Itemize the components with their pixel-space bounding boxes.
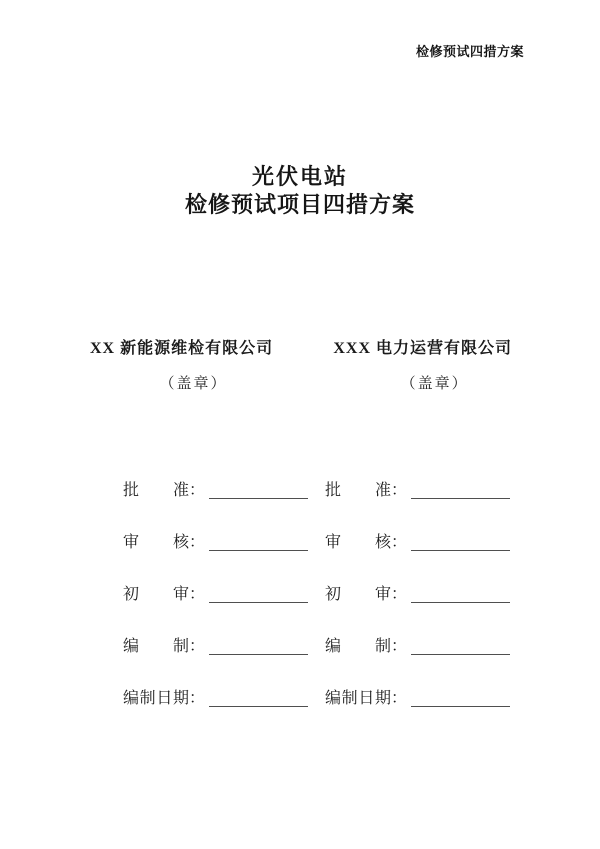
signature-blank-line	[209, 536, 308, 551]
signature-blank-line	[209, 484, 308, 499]
signature-blank-line	[411, 588, 510, 603]
signature-label: 批准	[123, 482, 189, 499]
signature-label: 审核	[325, 534, 391, 551]
signature-label: 编制日期	[325, 690, 391, 707]
parties-section	[90, 339, 512, 393]
signature-row-date	[123, 689, 303, 709]
party-left	[90, 339, 273, 393]
signature-colon: ：	[189, 690, 206, 707]
signature-row-initial-review	[123, 585, 303, 605]
seal-note-right: （盖章）	[400, 376, 469, 392]
title-line-1: 光伏电站	[251, 164, 348, 189]
signature-label: 初审	[325, 586, 391, 603]
signature-row-initial-review	[325, 585, 505, 605]
signature-colon: ：	[391, 690, 408, 707]
company-name-right: XXX 电力运营有限公司	[333, 340, 512, 357]
seal-note-left: （盖章）	[159, 376, 228, 392]
signature-label: 初审	[123, 586, 189, 603]
signature-row-review	[325, 533, 505, 553]
signature-row-date	[325, 689, 505, 709]
signature-colon: ：	[391, 586, 408, 603]
signature-row-approve	[123, 481, 303, 501]
signature-blank-line	[411, 484, 510, 499]
document-title	[0, 163, 600, 219]
signature-row-prepared-by	[325, 637, 505, 657]
signature-label: 编制日期	[123, 690, 189, 707]
signature-colon: ：	[391, 482, 408, 499]
signature-row-approve	[325, 481, 505, 501]
signature-colon: ：	[189, 534, 206, 551]
signature-blank-line	[209, 692, 308, 707]
signature-blank-line	[411, 536, 510, 551]
signature-colon: ：	[391, 534, 408, 551]
company-name-left: XX 新能源维检有限公司	[90, 340, 274, 357]
signature-label: 编制	[123, 638, 189, 655]
signature-row-prepared-by	[123, 637, 303, 657]
signature-column-left	[123, 481, 303, 709]
signature-label: 批准	[325, 482, 391, 499]
signature-blank-line	[209, 640, 308, 655]
signature-blank-line	[411, 640, 510, 655]
signature-colon: ：	[391, 638, 408, 655]
signature-colon: ：	[189, 586, 206, 603]
signature-label: 编制	[325, 638, 391, 655]
signature-row-review	[123, 533, 303, 553]
signature-section	[123, 481, 505, 709]
signature-column-right	[325, 481, 505, 709]
signature-blank-line	[411, 692, 510, 707]
title-line-2: 检修预试项目四措方案	[184, 192, 415, 217]
party-right	[333, 339, 512, 393]
signature-blank-line	[209, 588, 308, 603]
signature-label: 审核	[123, 534, 189, 551]
signature-colon: ：	[189, 482, 206, 499]
signature-colon: ：	[189, 638, 206, 655]
running-header-label: 检修预试四措方案	[415, 44, 524, 59]
